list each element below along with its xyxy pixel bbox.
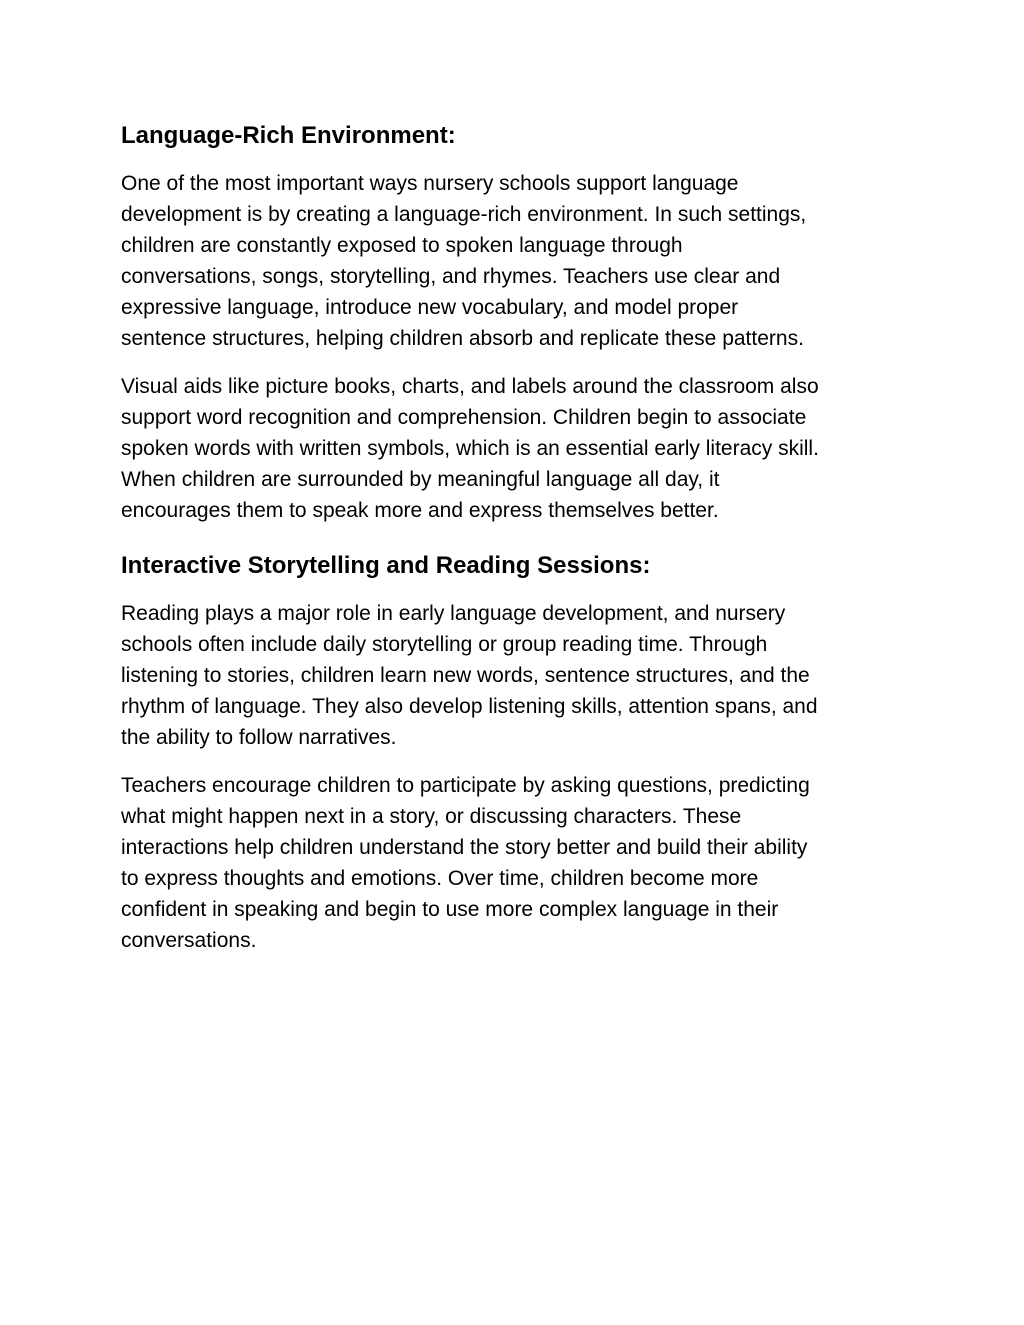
text-line: listening to stories, children learn new words, sentence structures, and the (121, 664, 810, 687)
text-line: schools often include daily storytelling or group reading time. Through (121, 633, 768, 656)
text-line: sentence structures, helping children absorb and replicate these patterns. (121, 327, 804, 350)
text-line: to express thoughts and emotions. Over time, children become more (121, 867, 759, 890)
text-line: confident in speaking and begin to use more complex language in their (121, 898, 779, 921)
paragraph-storytelling-1 (121, 598, 911, 753)
section-heading-language-rich-environment: Language-Rich Environment: (121, 122, 456, 149)
text-line: rhythm of language. They also develop listening skills, attention spans, and (121, 695, 818, 718)
text-line: Reading plays a major role in early language development, and nursery (121, 602, 786, 625)
text-line: children are constantly exposed to spoken language through (121, 234, 683, 257)
text-line: what might happen next in a story, or discussing characters. These (121, 805, 742, 828)
paragraph-storytelling-2 (121, 770, 911, 956)
text-line: expressive language, introduce new vocabulary, and model proper (121, 296, 739, 319)
text-line: spoken words with written symbols, which is an essential early literacy skill. (121, 437, 819, 460)
section-heading-interactive-storytelling: Interactive Storytelling and Reading Sessions: (121, 552, 651, 579)
text-line: the ability to follow narratives. (121, 726, 397, 749)
text-line: development is by creating a language-rich environment. In such settings, (121, 203, 807, 226)
paragraph-language-rich-1 (121, 168, 911, 354)
text-line: interactions help children understand the story better and build their ability (121, 836, 808, 859)
text-line: Teachers encourage children to participate by asking questions, predicting (121, 774, 810, 797)
text-line: Visual aids like picture books, charts, and labels around the classroom also (121, 375, 819, 398)
text-line: conversations. (121, 929, 257, 952)
document-page (121, 118, 911, 973)
text-line: When children are surrounded by meaningful language all day, it (121, 468, 720, 491)
text-line: conversations, songs, storytelling, and rhymes. Teachers use clear and (121, 265, 781, 288)
text-line: encourages them to speak more and express themselves better. (121, 499, 719, 522)
paragraph-language-rich-2 (121, 371, 911, 526)
text-line: support word recognition and comprehension. Children begin to associate (121, 406, 807, 429)
text-line: One of the most important ways nursery schools support language (121, 172, 739, 195)
